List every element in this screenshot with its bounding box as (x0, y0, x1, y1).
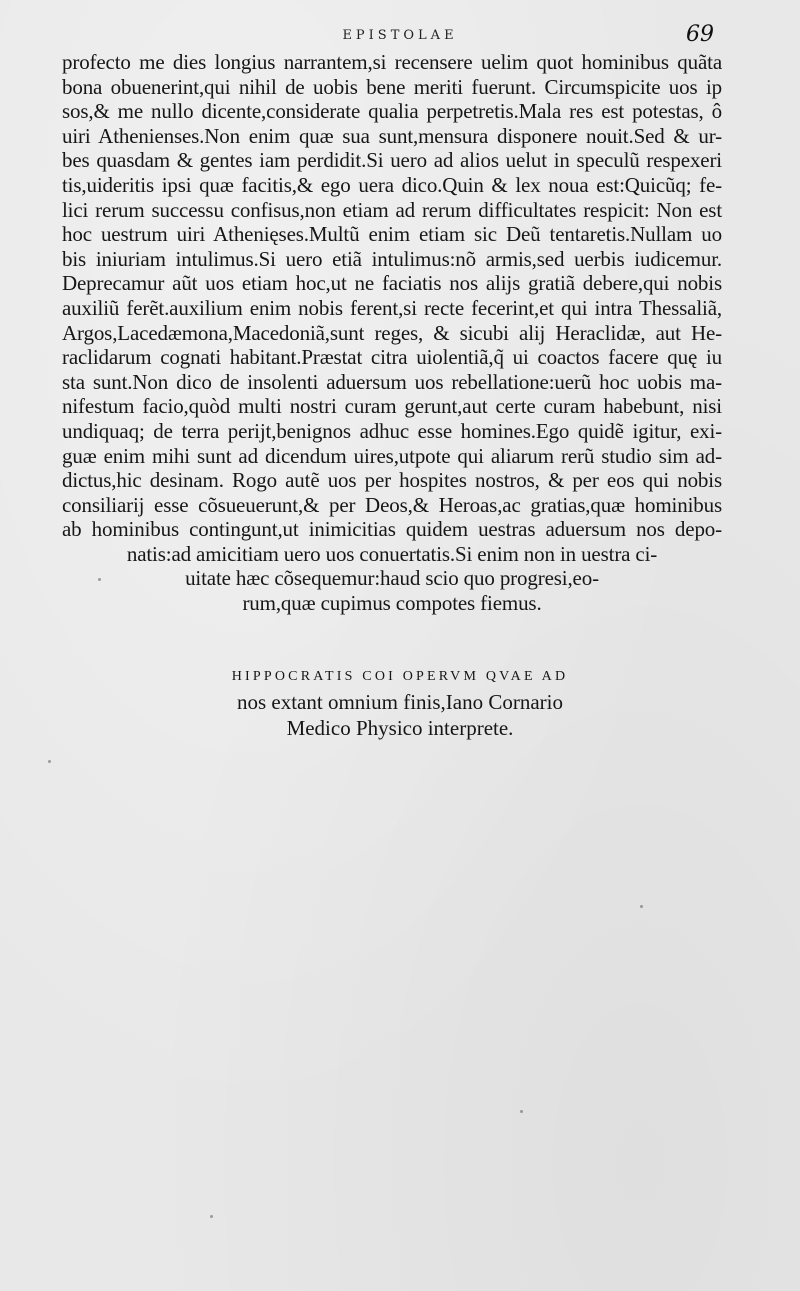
colophon (0, 665, 800, 741)
text-line: lici rerum successu confisus,non etiam ad rerum difficultates respicit: Non est (62, 197, 722, 222)
text-line: Argos,Lacedæmona,Macedoniã,sunt reges, & sicubi alij Heraclidæ, aut He- (62, 320, 722, 345)
text-line: bes quasdam & gentes iam perdidit.Si uero ad alios uelut in speculũ respexeri (62, 148, 722, 173)
text-line: ab hominibus contingunt,ut inimicitias quidem uestras aduersum nos depo- (62, 517, 722, 542)
paper-speck (98, 578, 101, 581)
folio-number: 69 (686, 22, 714, 47)
paper-speck (520, 1110, 523, 1113)
text-line: guæ enim mihi sunt ad dicendum uires,utpote qui aliarum rerũ studio sim ad- (62, 443, 722, 468)
text-line: sta sunt.Non dico de insolenti aduersum uos rebellatione:uerũ hoc uobis ma- (62, 369, 722, 394)
colophon-line: nos extant omnium finis,Iano Cornario (236, 690, 564, 714)
text-line: consiliarij esse cõsueuerunt,& per Deos,& Heroas,ac gratias,quæ hominibus (62, 492, 722, 517)
colophon-line: Medico Physico interprete. (286, 716, 514, 740)
colophon-caps-line: HIPPOCRATIS COI OPERVM QVAE AD (231, 669, 569, 684)
running-head: EPISTOLAE (342, 28, 458, 43)
paper-speck (640, 905, 643, 908)
text-line: profecto me dies longius narrantem,si recensere uelim quot hominibus quãta (62, 50, 722, 74)
text-line: undiquaq; de terra perijt,benignos adhuc esse homines.Ego quidẽ igitur, exi- (62, 418, 722, 443)
text-line: raclidarum cognati habitant.Præstat citra uiolentiã,q̃ ui coactos facere quę iu (62, 345, 722, 370)
text-line: tis,uideritis ipsi quæ facitis,& ego uera dico.Quin & lex noua est:Quicũq; fe- (62, 172, 722, 197)
closing-line: uitate hæc cõsequemur:haud scio quo progresi,eo- (185, 566, 599, 591)
paper-speck (210, 1215, 213, 1218)
text-line: nifestum facio,quòd multi nostri curam gerunt,aut certe curam habebunt, nisi (62, 394, 722, 419)
text-line: dictus,hic desinam. Rogo autẽ uos per hospites nostros, & per eos qui nobis (62, 468, 722, 493)
text-line: auxiliũ ferẽt.auxilium enim nobis ferent,si recte fecerint,et qui intra Thessaliã, (62, 295, 722, 320)
text-line: Deprecamur aũt uos etiam hoc,ut ne faciatis nos alijs gratiã debere,qui nobis (62, 271, 722, 296)
closing-line: natis:ad amicitiam uero uos conuertatis.Si enim non in uestra ci- (126, 541, 658, 566)
closing-line: rum,quæ cupimus compotes fiemus. (242, 591, 542, 616)
text-line: sos,& me nullo dicente,considerate qualia perpetretis.Mala res est potestas, ô (62, 99, 722, 124)
text-line: hoc uestrum uiri Athenięses.Multũ enim etiam sic Deũ tentaretis.Nullam uo (62, 222, 722, 247)
paper-speck (48, 760, 51, 763)
text-line: uiri Athenienses.Non enim quæ sua sunt,mensura disponere nouit.Sed & ur- (62, 123, 722, 148)
text-line: bona obuenerint,qui nihil de uobis bene meriti fuerunt. Circumspicite uos ip (62, 74, 722, 99)
text-line: bis iniuriam intulimus.Si uero etiã intulimus:nõ armis,sed uerbis iudicemur. (62, 246, 722, 271)
epistle-text-block (62, 50, 722, 616)
